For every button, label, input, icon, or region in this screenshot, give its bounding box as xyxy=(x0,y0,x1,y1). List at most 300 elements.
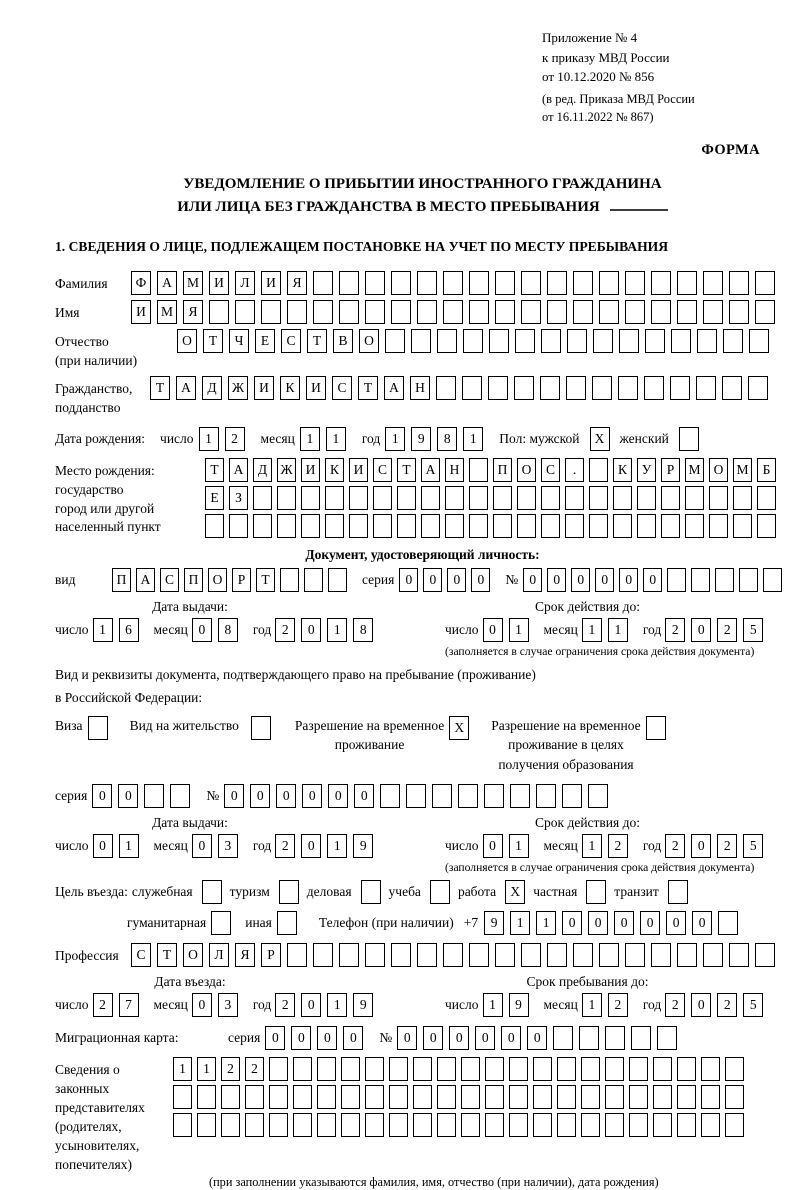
char-box[interactable] xyxy=(413,1113,432,1137)
char-box[interactable] xyxy=(755,271,775,295)
char-box[interactable] xyxy=(653,1085,672,1109)
option-temp-residence-checkbox[interactable]: X xyxy=(449,716,469,740)
char-box[interactable] xyxy=(605,1057,624,1081)
char-box[interactable] xyxy=(373,486,392,510)
char-box[interactable] xyxy=(677,1113,696,1137)
char-box[interactable] xyxy=(703,943,723,967)
char-box[interactable] xyxy=(547,271,567,295)
char-box[interactable]: П xyxy=(493,458,512,482)
char-box[interactable] xyxy=(557,1057,576,1081)
char-box[interactable] xyxy=(341,1085,360,1109)
char-box[interactable]: 0 xyxy=(302,784,322,808)
char-box[interactable]: 0 xyxy=(118,784,138,808)
char-box[interactable]: 1 xyxy=(582,834,602,858)
char-box[interactable]: П xyxy=(184,568,203,592)
char-box[interactable] xyxy=(245,1113,264,1137)
char-box[interactable]: С xyxy=(281,329,301,353)
char-box[interactable]: К xyxy=(325,458,344,482)
char-box[interactable] xyxy=(458,784,478,808)
char-box[interactable] xyxy=(517,486,536,510)
char-box[interactable]: 0 xyxy=(614,911,634,935)
char-box[interactable] xyxy=(618,376,638,400)
char-box[interactable]: 0 xyxy=(562,911,582,935)
char-box[interactable] xyxy=(325,514,344,538)
char-box[interactable] xyxy=(144,784,164,808)
char-box[interactable] xyxy=(573,943,593,967)
char-box[interactable] xyxy=(461,1085,480,1109)
char-box[interactable] xyxy=(197,1085,216,1109)
char-box[interactable] xyxy=(385,329,405,353)
char-box[interactable] xyxy=(715,568,734,592)
char-box[interactable]: 0 xyxy=(501,1026,521,1050)
char-box[interactable]: 6 xyxy=(119,618,139,642)
char-box[interactable] xyxy=(723,329,743,353)
char-box[interactable] xyxy=(469,486,488,510)
char-box[interactable] xyxy=(495,300,515,324)
char-box[interactable] xyxy=(729,943,749,967)
char-box[interactable] xyxy=(637,486,656,510)
char-box[interactable] xyxy=(293,1113,312,1137)
purpose-business-checkbox[interactable] xyxy=(361,880,381,904)
char-box[interactable]: 1 xyxy=(385,427,405,451)
char-box[interactable]: Р xyxy=(232,568,251,592)
char-box[interactable] xyxy=(757,486,776,510)
char-box[interactable] xyxy=(729,271,749,295)
char-box[interactable] xyxy=(389,1085,408,1109)
char-box[interactable]: 1 xyxy=(536,911,556,935)
char-box[interactable]: О xyxy=(359,329,379,353)
char-box[interactable]: 0 xyxy=(471,568,490,592)
char-box[interactable]: 1 xyxy=(327,618,347,642)
char-box[interactable] xyxy=(489,329,509,353)
char-box[interactable]: 9 xyxy=(353,834,373,858)
char-box[interactable] xyxy=(397,486,416,510)
char-box[interactable] xyxy=(397,514,416,538)
char-box[interactable] xyxy=(739,568,758,592)
char-box[interactable]: И xyxy=(209,271,229,295)
char-box[interactable] xyxy=(755,943,775,967)
char-box[interactable] xyxy=(589,486,608,510)
char-box[interactable] xyxy=(293,1085,312,1109)
char-box[interactable] xyxy=(280,568,299,592)
char-box[interactable]: О xyxy=(709,458,728,482)
char-box[interactable] xyxy=(605,1113,624,1137)
char-box[interactable] xyxy=(605,1026,625,1050)
char-box[interactable] xyxy=(565,486,584,510)
char-box[interactable]: К xyxy=(280,376,300,400)
char-box[interactable] xyxy=(581,1085,600,1109)
char-box[interactable]: 1 xyxy=(197,1057,216,1081)
char-box[interactable] xyxy=(709,514,728,538)
char-box[interactable] xyxy=(725,1113,744,1137)
char-box[interactable]: 1 xyxy=(582,993,602,1017)
char-box[interactable] xyxy=(541,514,560,538)
char-box[interactable]: 1 xyxy=(93,618,113,642)
char-box[interactable] xyxy=(261,300,281,324)
char-box[interactable]: Т xyxy=(307,329,327,353)
char-box[interactable] xyxy=(565,514,584,538)
char-box[interactable] xyxy=(536,784,556,808)
char-box[interactable] xyxy=(313,300,333,324)
char-box[interactable]: 1 xyxy=(608,618,628,642)
char-box[interactable]: Ч xyxy=(229,329,249,353)
char-box[interactable]: М xyxy=(685,458,704,482)
char-box[interactable] xyxy=(437,1057,456,1081)
char-box[interactable]: 0 xyxy=(354,784,374,808)
char-box[interactable] xyxy=(173,1085,192,1109)
char-box[interactable] xyxy=(653,1113,672,1137)
char-box[interactable]: Я xyxy=(235,943,255,967)
char-box[interactable] xyxy=(488,376,508,400)
char-box[interactable] xyxy=(373,514,392,538)
char-box[interactable]: К xyxy=(613,458,632,482)
char-box[interactable] xyxy=(349,514,368,538)
char-box[interactable] xyxy=(365,300,385,324)
char-box[interactable] xyxy=(304,568,323,592)
char-box[interactable]: 1 xyxy=(300,427,320,451)
option-residence-permit-checkbox[interactable] xyxy=(251,716,271,740)
char-box[interactable]: 0 xyxy=(527,1026,547,1050)
char-box[interactable] xyxy=(461,1113,480,1137)
char-box[interactable]: А xyxy=(157,271,177,295)
char-box[interactable] xyxy=(445,486,464,510)
char-box[interactable]: 2 xyxy=(608,993,628,1017)
char-box[interactable]: 2 xyxy=(221,1057,240,1081)
char-box[interactable]: Т xyxy=(256,568,275,592)
char-box[interactable] xyxy=(613,486,632,510)
char-box[interactable] xyxy=(685,514,704,538)
char-box[interactable] xyxy=(573,271,593,295)
char-box[interactable]: 0 xyxy=(483,618,503,642)
char-box[interactable] xyxy=(235,300,255,324)
char-box[interactable]: 2 xyxy=(275,834,295,858)
char-box[interactable]: 0 xyxy=(547,568,566,592)
char-box[interactable]: С xyxy=(160,568,179,592)
char-box[interactable] xyxy=(173,1113,192,1137)
purpose-transit-checkbox[interactable] xyxy=(668,880,688,904)
char-box[interactable] xyxy=(339,943,359,967)
char-box[interactable] xyxy=(514,376,534,400)
char-box[interactable] xyxy=(462,376,482,400)
char-box[interactable]: 9 xyxy=(353,993,373,1017)
char-box[interactable] xyxy=(644,376,664,400)
char-box[interactable] xyxy=(509,1113,528,1137)
char-box[interactable] xyxy=(691,568,710,592)
char-box[interactable] xyxy=(485,1085,504,1109)
char-box[interactable] xyxy=(701,1113,720,1137)
char-box[interactable] xyxy=(625,271,645,295)
char-box[interactable] xyxy=(493,514,512,538)
char-box[interactable] xyxy=(341,1057,360,1081)
char-box[interactable] xyxy=(709,486,728,510)
char-box[interactable]: О xyxy=(208,568,227,592)
char-box[interactable] xyxy=(443,943,463,967)
char-box[interactable] xyxy=(317,1113,336,1137)
char-box[interactable]: И xyxy=(306,376,326,400)
char-box[interactable]: 0 xyxy=(691,834,711,858)
char-box[interactable] xyxy=(645,329,665,353)
char-box[interactable] xyxy=(389,1113,408,1137)
char-box[interactable]: А xyxy=(176,376,196,400)
char-box[interactable]: 0 xyxy=(397,1026,417,1050)
char-box[interactable] xyxy=(170,784,190,808)
char-box[interactable]: 2 xyxy=(608,834,628,858)
char-box[interactable]: 1 xyxy=(582,618,602,642)
char-box[interactable] xyxy=(469,943,489,967)
char-box[interactable] xyxy=(581,1057,600,1081)
char-box[interactable] xyxy=(588,784,608,808)
char-box[interactable]: Ж xyxy=(228,376,248,400)
char-box[interactable]: Е xyxy=(255,329,275,353)
char-box[interactable] xyxy=(349,486,368,510)
char-box[interactable] xyxy=(485,1057,504,1081)
char-box[interactable]: 1 xyxy=(326,427,346,451)
char-box[interactable] xyxy=(461,1057,480,1081)
char-box[interactable]: 0 xyxy=(619,568,638,592)
char-box[interactable] xyxy=(437,329,457,353)
char-box[interactable]: Т xyxy=(205,458,224,482)
char-box[interactable]: С xyxy=(373,458,392,482)
char-box[interactable] xyxy=(493,486,512,510)
char-box[interactable] xyxy=(557,1085,576,1109)
char-box[interactable] xyxy=(339,300,359,324)
char-box[interactable] xyxy=(533,1057,552,1081)
char-box[interactable]: 8 xyxy=(218,618,238,642)
char-box[interactable] xyxy=(541,329,561,353)
char-box[interactable] xyxy=(510,784,530,808)
char-box[interactable]: Н xyxy=(410,376,430,400)
char-box[interactable]: 2 xyxy=(665,618,685,642)
char-box[interactable] xyxy=(389,1057,408,1081)
char-box[interactable] xyxy=(629,1113,648,1137)
char-box[interactable]: 2 xyxy=(275,618,295,642)
char-box[interactable] xyxy=(437,1113,456,1137)
char-box[interactable] xyxy=(757,514,776,538)
char-box[interactable] xyxy=(733,486,752,510)
char-box[interactable]: Т xyxy=(157,943,177,967)
char-box[interactable] xyxy=(748,376,768,400)
char-box[interactable] xyxy=(325,486,344,510)
char-box[interactable] xyxy=(391,300,411,324)
char-box[interactable]: М xyxy=(183,271,203,295)
char-box[interactable] xyxy=(697,329,717,353)
char-box[interactable]: Е xyxy=(205,486,224,510)
char-box[interactable] xyxy=(287,300,307,324)
char-box[interactable] xyxy=(380,784,400,808)
char-box[interactable]: 1 xyxy=(483,993,503,1017)
char-box[interactable]: . xyxy=(565,458,584,482)
char-box[interactable] xyxy=(533,1113,552,1137)
purpose-humanitarian-checkbox[interactable] xyxy=(211,911,231,935)
char-box[interactable]: 0 xyxy=(523,568,542,592)
char-box[interactable] xyxy=(625,943,645,967)
char-box[interactable] xyxy=(651,943,671,967)
char-box[interactable] xyxy=(599,943,619,967)
char-box[interactable] xyxy=(328,568,347,592)
char-box[interactable] xyxy=(229,514,248,538)
char-box[interactable] xyxy=(287,943,307,967)
char-box[interactable]: 0 xyxy=(250,784,270,808)
char-box[interactable]: С xyxy=(131,943,151,967)
char-box[interactable]: 0 xyxy=(192,618,212,642)
char-box[interactable] xyxy=(413,1085,432,1109)
purpose-work-checkbox[interactable]: X xyxy=(505,880,525,904)
char-box[interactable]: 2 xyxy=(275,993,295,1017)
char-box[interactable]: И xyxy=(254,376,274,400)
char-box[interactable] xyxy=(701,1085,720,1109)
char-box[interactable] xyxy=(484,784,504,808)
char-box[interactable] xyxy=(667,568,686,592)
purpose-study-checkbox[interactable] xyxy=(430,880,450,904)
char-box[interactable]: А xyxy=(136,568,155,592)
char-box[interactable] xyxy=(517,514,536,538)
char-box[interactable] xyxy=(573,300,593,324)
char-box[interactable]: 2 xyxy=(245,1057,264,1081)
char-box[interactable]: 0 xyxy=(571,568,590,592)
char-box[interactable] xyxy=(729,300,749,324)
char-box[interactable] xyxy=(593,329,613,353)
char-box[interactable] xyxy=(313,271,333,295)
char-box[interactable]: Д xyxy=(202,376,222,400)
char-box[interactable] xyxy=(718,911,738,935)
char-box[interactable]: 1 xyxy=(327,993,347,1017)
char-box[interactable] xyxy=(509,1085,528,1109)
char-box[interactable] xyxy=(722,376,742,400)
char-box[interactable]: С xyxy=(541,458,560,482)
char-box[interactable] xyxy=(541,486,560,510)
char-box[interactable]: 8 xyxy=(353,618,373,642)
char-box[interactable]: У xyxy=(637,458,656,482)
char-box[interactable] xyxy=(463,329,483,353)
char-box[interactable] xyxy=(365,943,385,967)
char-box[interactable]: 0 xyxy=(643,568,662,592)
char-box[interactable]: И xyxy=(301,458,320,482)
char-box[interactable]: О xyxy=(517,458,536,482)
char-box[interactable]: 0 xyxy=(317,1026,337,1050)
char-box[interactable] xyxy=(253,514,272,538)
char-box[interactable] xyxy=(245,1085,264,1109)
char-box[interactable] xyxy=(629,1057,648,1081)
char-box[interactable]: Т xyxy=(397,458,416,482)
char-box[interactable] xyxy=(269,1057,288,1081)
char-box[interactable] xyxy=(365,1085,384,1109)
char-box[interactable] xyxy=(269,1085,288,1109)
char-box[interactable]: 9 xyxy=(509,993,529,1017)
char-box[interactable] xyxy=(469,458,488,482)
purpose-private-checkbox[interactable] xyxy=(586,880,606,904)
char-box[interactable]: С xyxy=(332,376,352,400)
char-box[interactable] xyxy=(677,1085,696,1109)
char-box[interactable]: 0 xyxy=(328,784,348,808)
char-box[interactable] xyxy=(253,486,272,510)
char-box[interactable] xyxy=(589,514,608,538)
char-box[interactable]: Б xyxy=(757,458,776,482)
char-box[interactable] xyxy=(469,514,488,538)
char-box[interactable] xyxy=(301,514,320,538)
char-box[interactable]: Д xyxy=(253,458,272,482)
char-box[interactable] xyxy=(625,300,645,324)
char-box[interactable] xyxy=(417,943,437,967)
char-box[interactable]: 0 xyxy=(291,1026,311,1050)
char-box[interactable]: Л xyxy=(235,271,255,295)
char-box[interactable]: 0 xyxy=(666,911,686,935)
char-box[interactable]: 3 xyxy=(218,834,238,858)
char-box[interactable]: 1 xyxy=(119,834,139,858)
char-box[interactable] xyxy=(301,486,320,510)
char-box[interactable] xyxy=(631,1026,651,1050)
char-box[interactable] xyxy=(221,1113,240,1137)
char-box[interactable]: А xyxy=(384,376,404,400)
char-box[interactable]: 0 xyxy=(483,834,503,858)
char-box[interactable] xyxy=(677,300,697,324)
char-box[interactable] xyxy=(755,300,775,324)
sex-male-checkbox[interactable]: X xyxy=(590,427,610,451)
char-box[interactable] xyxy=(553,1026,573,1050)
char-box[interactable]: Я xyxy=(183,300,203,324)
char-box[interactable]: Ф xyxy=(131,271,151,295)
char-box[interactable] xyxy=(701,1057,720,1081)
char-box[interactable]: 2 xyxy=(717,834,737,858)
char-box[interactable]: 0 xyxy=(692,911,712,935)
char-box[interactable]: И xyxy=(349,458,368,482)
char-box[interactable] xyxy=(661,486,680,510)
char-box[interactable] xyxy=(313,943,333,967)
char-box[interactable] xyxy=(703,271,723,295)
char-box[interactable] xyxy=(411,329,431,353)
char-box[interactable]: 0 xyxy=(192,993,212,1017)
char-box[interactable] xyxy=(509,1057,528,1081)
char-box[interactable]: 0 xyxy=(423,1026,443,1050)
char-box[interactable] xyxy=(515,329,535,353)
char-box[interactable]: 1 xyxy=(199,427,219,451)
char-box[interactable]: 9 xyxy=(411,427,431,451)
char-box[interactable]: 1 xyxy=(327,834,347,858)
char-box[interactable] xyxy=(653,1057,672,1081)
char-box[interactable] xyxy=(725,1085,744,1109)
char-box[interactable]: 0 xyxy=(640,911,660,935)
char-box[interactable]: 1 xyxy=(463,427,483,451)
char-box[interactable] xyxy=(277,486,296,510)
char-box[interactable] xyxy=(485,1113,504,1137)
char-box[interactable] xyxy=(540,376,560,400)
char-box[interactable]: 0 xyxy=(691,993,711,1017)
char-box[interactable] xyxy=(205,514,224,538)
char-box[interactable] xyxy=(637,514,656,538)
char-box[interactable] xyxy=(469,271,489,295)
char-box[interactable]: 2 xyxy=(717,618,737,642)
char-box[interactable]: 0 xyxy=(691,618,711,642)
char-box[interactable]: 2 xyxy=(717,993,737,1017)
char-box[interactable] xyxy=(677,1057,696,1081)
char-box[interactable]: 1 xyxy=(509,618,529,642)
char-box[interactable] xyxy=(417,271,437,295)
option-visa-checkbox[interactable] xyxy=(88,716,108,740)
char-box[interactable]: 0 xyxy=(399,568,418,592)
char-box[interactable] xyxy=(703,300,723,324)
char-box[interactable] xyxy=(581,1113,600,1137)
char-box[interactable] xyxy=(671,329,691,353)
char-box[interactable]: Н xyxy=(445,458,464,482)
char-box[interactable] xyxy=(733,514,752,538)
purpose-official-checkbox[interactable] xyxy=(202,880,222,904)
char-box[interactable]: 2 xyxy=(225,427,245,451)
char-box[interactable] xyxy=(341,1113,360,1137)
char-box[interactable] xyxy=(763,568,782,592)
char-box[interactable]: 1 xyxy=(510,911,530,935)
char-box[interactable] xyxy=(589,458,608,482)
char-box[interactable]: 0 xyxy=(92,784,112,808)
char-box[interactable] xyxy=(417,300,437,324)
